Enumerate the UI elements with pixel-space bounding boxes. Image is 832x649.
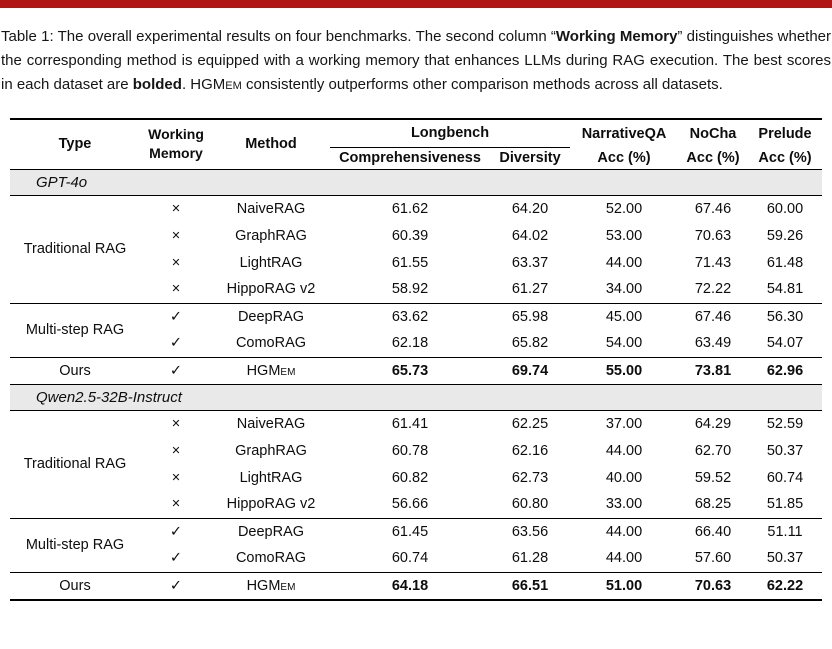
value-cell: 63.49 [678, 330, 748, 357]
value-cell: 65.82 [490, 330, 570, 357]
col-header-working-memory: Working Memory [140, 120, 212, 169]
value-cell: 55.00 [570, 357, 678, 384]
caption-text: . [181, 76, 191, 93]
value-cell: 73.81 [678, 357, 748, 384]
value-cell: 37.00 [605, 415, 643, 432]
value-cell: 50.37 [748, 545, 822, 572]
value-cell: 60.39 [391, 227, 429, 244]
value-cell: 63.56 [511, 523, 549, 540]
value-cell: 62.18 [330, 330, 490, 357]
value-cell: 64.29 [694, 415, 732, 432]
caption-bolded-bold: bolded [132, 76, 182, 93]
method-cell: NaiveRAG [236, 415, 306, 432]
value-cell: 34.00 [570, 276, 678, 303]
caption-hgmem-smallcaps: HGMem [190, 76, 242, 93]
method-cell: HGMem [212, 357, 330, 384]
caption-text: ” distinguishes whether the corresponding method is equipped with a working memory that enhances LLMs during RAG execution. The best scores in each dataset are [1, 28, 832, 93]
value-cell: 61.55 [391, 254, 429, 271]
working-memory-cell: ✓ [169, 308, 183, 325]
value-cell: 67.46 [694, 308, 732, 325]
col-header-nocha: NoCha [689, 125, 737, 142]
value-cell: 61.41 [391, 415, 429, 432]
value-cell: 63.37 [511, 254, 549, 271]
value-cell: 60.82 [391, 469, 429, 486]
value-cell: 62.22 [766, 577, 804, 594]
type-cell: Ours [59, 577, 91, 594]
value-cell: 44.00 [605, 523, 643, 540]
section-row-qwen [10, 384, 822, 410]
value-cell: 50.37 [766, 442, 804, 459]
section-model-label: Qwen2.5-32B-Instruct [10, 384, 822, 410]
value-cell: 60.00 [766, 200, 804, 217]
col-header-comprehensiveness: Comprehensiveness [330, 147, 490, 169]
working-memory-cell: × [171, 442, 181, 459]
value-cell: 62.70 [694, 442, 732, 459]
table-row [10, 303, 822, 330]
value-cell: 63.62 [391, 308, 429, 325]
value-cell: 62.96 [748, 357, 822, 384]
col-header-diversity: Diversity [490, 147, 570, 169]
col-header-acc-narrativeqa: Acc (%) [570, 147, 678, 169]
method-cell: NaiveRAG [236, 200, 306, 217]
value-cell: 56.66 [330, 491, 490, 518]
value-cell: 72.22 [678, 276, 748, 303]
value-cell: 66.51 [511, 577, 549, 594]
method-cell: DeepRAG [237, 523, 305, 540]
value-cell: 54.81 [748, 276, 822, 303]
working-memory-cell: ✓ [169, 577, 183, 594]
value-cell: 33.00 [570, 491, 678, 518]
value-cell: 54.00 [570, 330, 678, 357]
value-cell: 70.63 [694, 227, 732, 244]
working-memory-cell: × [140, 276, 212, 303]
value-cell: 54.07 [748, 330, 822, 357]
working-memory-cell: × [140, 491, 212, 518]
working-memory-cell: ✓ [140, 357, 212, 384]
method-cell: GraphRAG [235, 227, 307, 244]
value-cell: 61.45 [391, 523, 429, 540]
type-cell: Ours [10, 357, 140, 384]
value-cell: 69.74 [490, 357, 570, 384]
col-header-acc-nocha: Acc (%) [678, 147, 748, 169]
top-red-rule [0, 0, 832, 8]
value-cell: 60.80 [490, 491, 570, 518]
caption-text: Table 1: The overall experimental results on four benchmarks. The second column “ [1, 28, 556, 45]
table-row [10, 518, 822, 545]
value-cell: 61.27 [490, 276, 570, 303]
col-header-type: Type [10, 120, 140, 169]
method-cell: LightRAG [239, 469, 303, 486]
working-memory-cell: × [171, 469, 181, 486]
value-cell: 66.40 [694, 523, 732, 540]
value-cell: 61.48 [766, 254, 804, 271]
type-cell: Traditional RAG [10, 195, 140, 303]
table-caption [1, 25, 831, 97]
working-memory-cell: × [171, 415, 181, 432]
table-bottom-rule [10, 599, 822, 601]
header-row-1 [10, 120, 822, 147]
value-cell: 40.00 [605, 469, 643, 486]
working-memory-cell: × [171, 200, 181, 217]
method-cell: GraphRAG [235, 442, 307, 459]
value-cell: 57.60 [678, 545, 748, 572]
section-model-label: GPT-4o [10, 169, 822, 195]
value-cell: 58.92 [330, 276, 490, 303]
value-cell: 71.43 [694, 254, 732, 271]
value-cell: 60.74 [330, 545, 490, 572]
value-cell: 64.20 [511, 200, 549, 217]
value-cell: 60.78 [391, 442, 429, 459]
value-cell: 56.30 [766, 308, 804, 325]
value-cell: 65.98 [511, 308, 549, 325]
value-cell: 51.85 [748, 491, 822, 518]
method-cell: LightRAG [239, 254, 303, 271]
type-cell: Traditional RAG [10, 410, 140, 518]
table-row-ours [10, 572, 822, 599]
value-cell: 52.59 [766, 415, 804, 432]
value-cell: 52.00 [605, 200, 643, 217]
value-cell: 44.00 [605, 254, 643, 271]
col-header-acc-prelude: Acc (%) [748, 147, 822, 169]
table-row-ours [10, 357, 822, 384]
results-table [10, 120, 822, 599]
method-cell: DeepRAG [237, 308, 305, 325]
value-cell: 68.25 [678, 491, 748, 518]
value-cell: 67.46 [694, 200, 732, 217]
value-cell: 59.52 [694, 469, 732, 486]
type-cell: Multi-step RAG [10, 518, 140, 572]
value-cell: 64.02 [511, 227, 549, 244]
table-row [10, 195, 822, 222]
method-cell: HGMem [246, 577, 296, 594]
value-cell: 62.73 [511, 469, 549, 486]
value-cell: 44.00 [570, 545, 678, 572]
method-cell: ComoRAG [212, 330, 330, 357]
value-cell: 61.28 [490, 545, 570, 572]
col-header-narrativeqa: NarrativeQA [581, 125, 667, 142]
caption-text: consistently outperforms other comparison methods across all datasets. [241, 76, 723, 93]
value-cell: 45.00 [605, 308, 643, 325]
col-header-prelude: Prelude [758, 125, 812, 142]
caption-working-memory-bold: Working Memory [555, 28, 678, 45]
value-cell: 51.00 [605, 577, 643, 594]
value-cell: 59.26 [766, 227, 804, 244]
value-cell: 65.73 [330, 357, 490, 384]
method-cell: ComoRAG [212, 545, 330, 572]
section-row-gpt4o [10, 169, 822, 195]
value-cell: 61.62 [391, 200, 429, 217]
results-table-wrap [10, 118, 822, 601]
value-cell: 53.00 [605, 227, 643, 244]
working-memory-cell: ✓ [140, 545, 212, 572]
value-cell: 62.16 [511, 442, 549, 459]
value-cell: 64.18 [391, 577, 429, 594]
working-memory-cell: × [171, 254, 181, 271]
working-memory-cell: × [171, 227, 181, 244]
value-cell: 60.74 [766, 469, 804, 486]
col-header-longbench: Longbench [330, 120, 570, 147]
working-memory-cell: ✓ [169, 523, 183, 540]
value-cell: 70.63 [694, 577, 732, 594]
type-cell: Multi-step RAG [10, 303, 140, 357]
working-memory-cell: ✓ [140, 330, 212, 357]
method-cell: HippoRAG v2 [212, 276, 330, 303]
value-cell: 44.00 [605, 442, 643, 459]
table-row [10, 410, 822, 437]
method-cell: HippoRAG v2 [212, 491, 330, 518]
value-cell: 62.25 [511, 415, 549, 432]
col-header-method: Method [212, 120, 330, 169]
value-cell: 51.11 [767, 523, 803, 540]
